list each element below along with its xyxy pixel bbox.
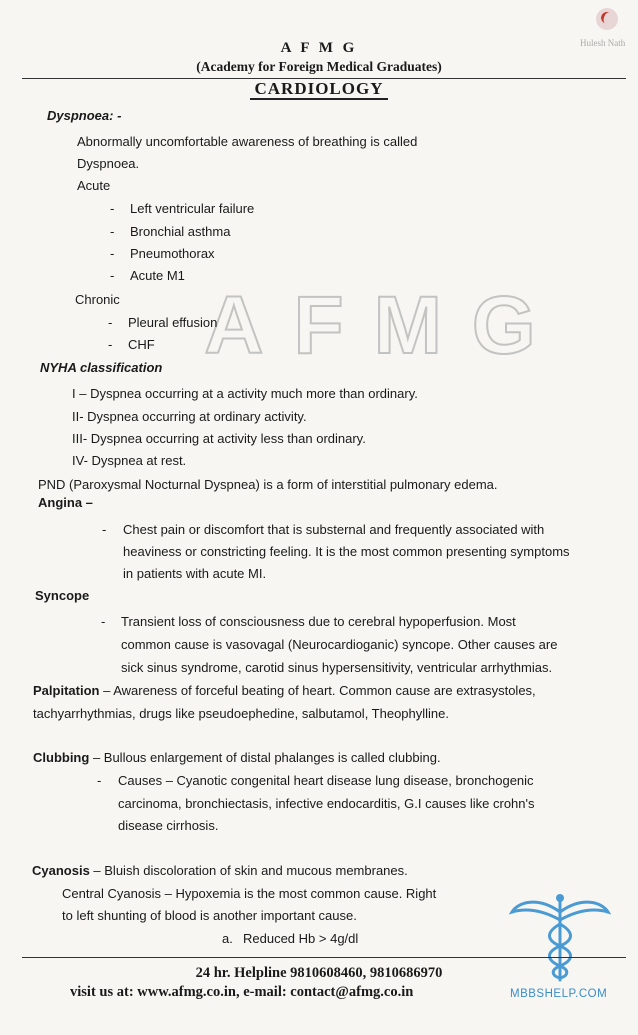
syncope-text: sick sinus syndrome, carotid sinus hypersensitivity, ventricular arrhythmias. xyxy=(121,660,553,675)
bullet-dash: - xyxy=(110,224,115,239)
palpitation-text: – Awareness of forceful beating of heart. Common cause are extrasystoles, xyxy=(99,683,536,698)
angina-text: Chest pain or discomfort that is substernal and frequently associated with xyxy=(123,522,545,537)
bullet-dash: - xyxy=(108,337,113,352)
angina-text: heaviness or constricting feeling. It is the most common presenting symptoms xyxy=(123,544,570,559)
clubbing-term: Clubbing xyxy=(33,750,90,765)
chronic-item: CHF xyxy=(128,337,155,352)
nyha-class: II- Dyspnea occurring at ordinary activity. xyxy=(72,409,307,424)
clubbing-line1 xyxy=(33,750,441,765)
acute-item: Bronchial asthma xyxy=(130,224,231,239)
title-underline xyxy=(250,98,388,100)
pnd-definition: PND (Paroxysmal Nocturnal Dyspnea) is a form of interstitial pulmonary edema. xyxy=(38,477,498,492)
clubbing-text: – Bullous enlargement of distal phalanges is called clubbing. xyxy=(89,750,441,765)
page-title: CARDIOLOGY xyxy=(254,79,384,98)
cyanosis-item-a: Reduced Hb > 4g/dl xyxy=(243,931,359,946)
central-cyanosis-line2: to left shunting of blood is another important cause. xyxy=(62,908,357,923)
nyha-heading: NYHA classification xyxy=(40,360,163,375)
bullet-dash: - xyxy=(108,315,113,330)
watermark-logo xyxy=(195,285,575,365)
clubbing-causes: Causes – Cyanotic congenital heart disease lung disease, bronchogenic xyxy=(118,773,534,788)
acute-item: Acute M1 xyxy=(130,268,185,283)
cyanosis-text: – Bluish discoloration of skin and mucous membranes. xyxy=(89,863,408,878)
palpitation-line2: tachyarrhythmias, drugs like pseudoephedine, salbutamol, Theophylline. xyxy=(33,706,450,721)
bullet-dash: - xyxy=(101,614,106,629)
helpline: 24 hr. Helpline 9810608460, 9810686970 xyxy=(195,965,443,981)
palpitation-term: Palpitation xyxy=(33,683,100,698)
bullet-dash: - xyxy=(110,268,115,283)
contact-info: visit us at: www.afmg.co.in, e-mail: contact@afmg.co.in xyxy=(70,984,414,1000)
clubbing-causes: carcinoma, bronchiectasis, infective endocarditis, G.I causes like crohn's xyxy=(118,796,535,811)
syncope-heading: Syncope xyxy=(35,588,90,603)
bullet-dash: - xyxy=(110,246,115,261)
list-marker: a. xyxy=(222,931,233,946)
bullet-dash: - xyxy=(97,773,102,788)
dyspnoea-heading: Dyspnoea: - xyxy=(47,108,122,123)
nyha-class: I – Dyspnea occurring at a activity much more than ordinary. xyxy=(72,386,418,401)
site-badge: MBBSHELP.COM xyxy=(510,988,608,1000)
syncope-text: Transient loss of consciousness due to cerebral hypoperfusion. Most xyxy=(121,614,516,629)
chronic-item: Pleural effusion xyxy=(128,315,218,330)
bullet-dash: - xyxy=(102,522,107,537)
acute-item: Pneumothorax xyxy=(130,246,215,261)
watermark-text: AFMG xyxy=(204,285,566,365)
syncope-text: common cause is vasovagal (Neurocardioganic) syncope. Other causes are xyxy=(121,637,558,652)
footer-divider xyxy=(22,957,626,958)
bullet-dash: - xyxy=(110,201,115,216)
nyha-class: IV- Dyspnea at rest. xyxy=(72,453,187,468)
central-cyanosis-line1: Central Cyanosis – Hypoxemia is the most common cause. Right xyxy=(62,886,437,901)
org-title: A F M G xyxy=(280,40,358,56)
palpitation-line1 xyxy=(33,683,536,698)
acute-label: Acute xyxy=(77,178,111,193)
dyspnoea-definition-line1: Abnormally uncomfortable awareness of breathing is called xyxy=(77,134,418,149)
angina-text: in patients with acute MI. xyxy=(123,566,267,581)
acute-item: Left ventricular failure xyxy=(130,201,255,216)
angina-heading: Angina – xyxy=(38,495,93,510)
org-subtitle: (Academy for Foreign Medical Graduates) xyxy=(196,59,442,74)
nyha-class: III- Dyspnea occurring at activity less than ordinary. xyxy=(72,431,366,446)
cyanosis-term: Cyanosis xyxy=(32,863,90,878)
cyanosis-line1 xyxy=(32,863,408,878)
dyspnoea-definition-line2: Dyspnoea. xyxy=(77,156,140,171)
clubbing-causes: disease cirrhosis. xyxy=(118,818,219,833)
chronic-label: Chronic xyxy=(75,292,120,307)
logo-caption: Hulesh Nath xyxy=(580,38,626,48)
logo-icon xyxy=(596,8,618,30)
